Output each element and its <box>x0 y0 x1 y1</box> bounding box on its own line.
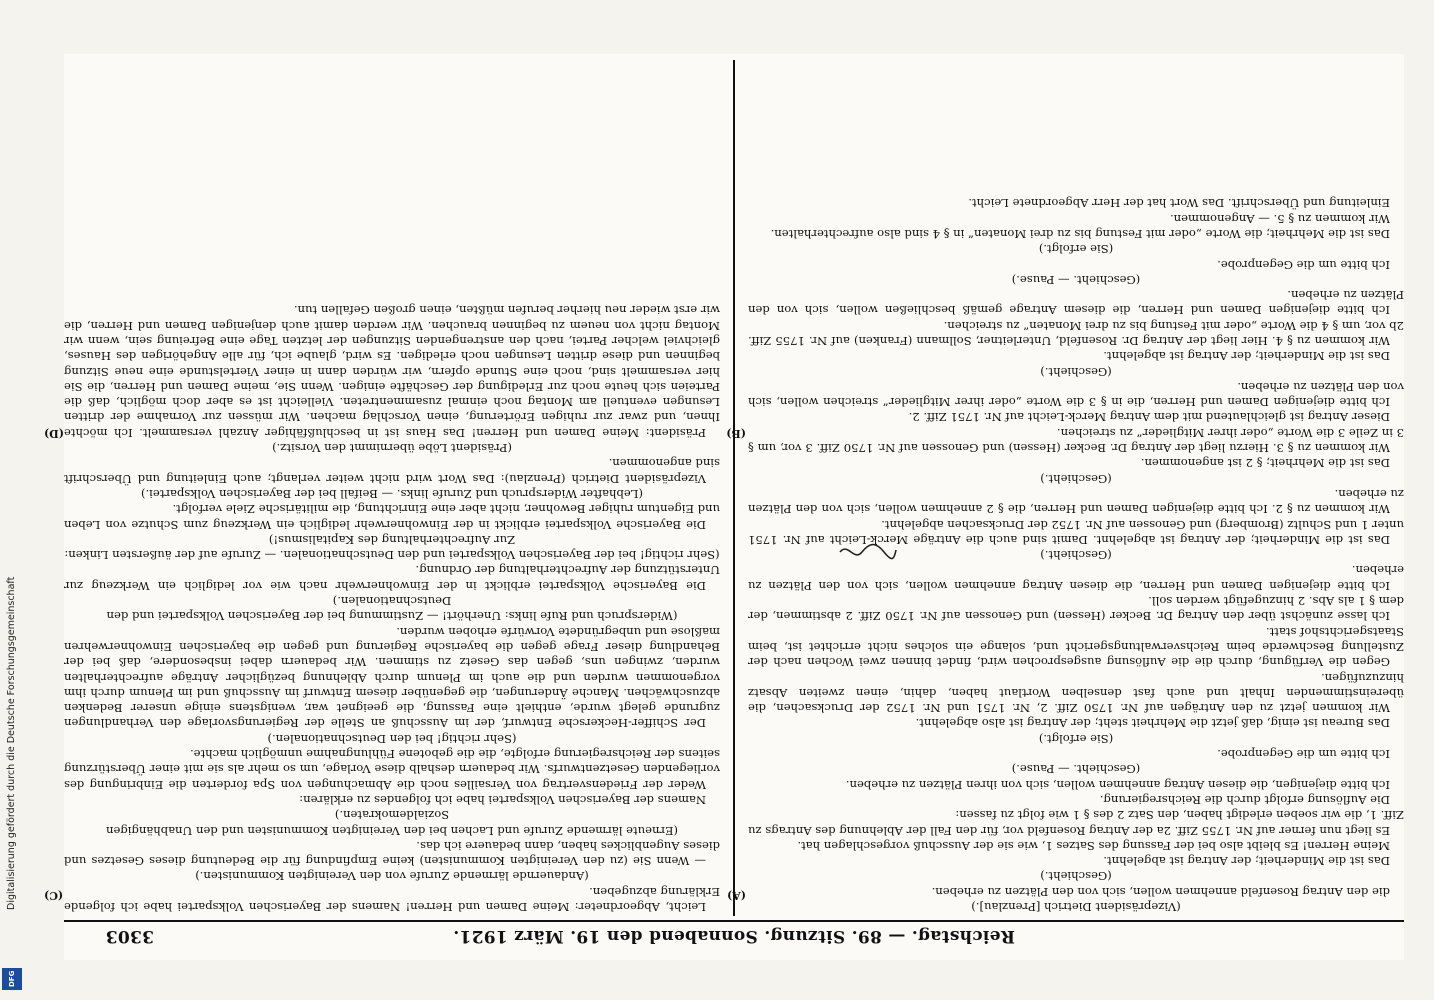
paragraph: (Geschieht.) <box>1040 364 1112 379</box>
header-rule <box>64 920 1404 922</box>
paragraph: Ich bitte diejenigen Damen und Herren, die diesem Antrage gemäß beschließen wollen, sich von den Plätzen zu erheben. <box>748 288 1404 318</box>
paragraph: (Sie erfolgt.) <box>1038 731 1114 746</box>
paragraph: Das ist die Mehrheit; die Worte „oder mit Festung bis zu drei Monaten“ in § 4 sind also aufrechterhalten. <box>770 226 1390 241</box>
paragraph: Ich bitte um die Gegenprobe. <box>1217 257 1390 272</box>
paragraph: (Andauernde lärmende Zurufe von den Vereinigten Kommunisten.) <box>195 869 589 884</box>
paragraph: Die Bayerische Volkspartei erblickt in der Einwohnerwehr nach wie vor lediglich ein Werkzeug zur Unterstützung der Aufrechterhaltung der Ordnung. <box>64 563 720 593</box>
paragraph: Ich bitte um die Gegenprobe. <box>1217 747 1390 762</box>
paragraph: Namens der Bayerischen Volkspartei habe ich folgendes zu erklären: <box>299 792 706 807</box>
paragraph: Das ist die Minderheit; der Antrag ist abgelehnt. Damit sind auch die Anträge Merck-Leicht auf Nr. 1751 unter 1 und Schultz (Bromberg) und Genossen auf Nr. 1752 der Drucksachen abgelehnt. <box>748 517 1404 547</box>
paragraph: Wir kommen jetzt zu den Anträgen auf Nr. 1750 Ziff. 2, Nr. 1751 und Nr. 1752 der Drucksachen, die übereinstimmenden Inhalt und auch fast denselben Wortlaut haben, dahin, einen zweiten Absatz hinzuzufügen. <box>748 670 1404 716</box>
paragraph: (Präsident Löbe übernimmt den Vorsitz.) <box>272 441 512 456</box>
paragraph: (Sehr richtig! bei der Bayerischen Volkspartei und den Deutschnationalen. — Zurufe auf der äußersten Linken: Zur Aufrechterhaltung des Kapitalismus!) <box>64 532 720 563</box>
paragraph: (Geschieht. — Pause.) <box>1011 272 1141 287</box>
paragraph: Ich lasse zunächst über den Antrag Dr. Becker (Hessen) und Genossen auf Nr. 1750 Ziff. 2 abstimmen, der dem § 1 als Abs. 2 hinzugefügt werden soll. <box>748 594 1404 624</box>
paragraph: Wir kommen zu § 2. Ich bitte diejenigen Damen und Herren, die § 2 annehmen wollen, sich von den Plätzen zu erheben. <box>748 486 1404 517</box>
column-divider <box>734 60 736 916</box>
page-header <box>64 926 1404 956</box>
paragraph: Meine Herren! Es bleibt also bei der Fassung des Satzes 1, wie sie der Ausschuß vorgeschlagen hat. <box>797 838 1390 853</box>
margin-marker-d: (D) <box>44 427 64 440</box>
handwritten-squiggle <box>838 540 898 564</box>
funding-note: Digitalisierung gefördert durch die Deutsche Forschungsgemeinschaft <box>6 576 17 910</box>
margin-marker-c: (C) <box>44 889 64 902</box>
paragraph: Wir kommen zu § 3. Hierzu liegt der Antrag Dr. Becker (Hessen) und Genossen auf Nr. 1750 Ziff. 3 vor, um § 3 in Zeile 3 die Worte „oder ihrer Mitglieder“ zu streichen. <box>748 425 1404 456</box>
paragraph: Das ist die Minderheit; der Antrag ist abgelehnt. <box>1103 349 1390 364</box>
paragraph: Ich bitte diejenigen Damen und Herren, die in § 3 die Worte „oder ihrer Mitglieder“ streichen wollen, sich von den Plätzen zu erheben. <box>748 379 1404 410</box>
paragraph: Die Bayerische Volkspartei erblickt in der Einwohnerwehr lediglich ein Werkzeug zum Schutze von Leben und Eigentum ruhiger Bewohner, nicht aber eine Einrichtung, die militärische Ziele verfolgt. <box>64 502 720 532</box>
paragraph: Gegen die Verfügung, durch die die Auflösung ausgesprochen wird, findet binnen zwei Wochen nach der Zustellung Beschwerde beim Reichsverwaltungsgericht und, solange ein solches nicht errichtet ist, beim Staatsgerichtshof statt. <box>748 624 1404 670</box>
paragraph: (Erneute lärmende Zurufe und Lachen bei den Vereinigten Kommunisten und den Unabhängigen Sozialdemokraten.) <box>106 808 678 838</box>
paragraph: (Geschieht.) <box>1040 548 1112 563</box>
paragraph: (Widerspruch und Rufe links: Unerhört! — Zustimmung bei der Bayerischen Volkspartei und den Deutschnationalen.) <box>106 594 678 624</box>
paragraph: Die Auflösung erfolgt durch die Reichsregierung. <box>1099 792 1390 807</box>
paragraph: Dieser Antrag ist gleichlautend mit dem Antrag Merck-Leicht auf Nr. 1751 Ziff. 2. <box>908 410 1390 425</box>
paragraph: Präsident: Meine Damen und Herren! Das Haus ist in beschlußfähiger Anzahl versammelt. Ich möchte Ihnen, und zwar zur ruhigen Erörterung, einen Vorschlag machen. Wir müssen zur Vornahme der dritten Lesungen eventuell am Montag noch einmal zusammentreten. Vielleicht ist es aber doch möglich, daß die Parteien sich heute noch zur Erledigung der Geschäfte einigen. Wenn Sie, meine Damen und Herren, die Sie hier versammelt sind, noch eine Stunde opfern, wir würden dann in einer Viertelstunde eine neue Sitzung beginnen und diese dritten Lesungen noch erledigen. Es wird, glaube ich, für alle Angehörigen des Hauses, gleichviel welcher Partei, nach den anstrengenden Sitzungen der letzten Tage eine Befreiung sein, wenn wir Montag nicht von neuem zu beginnen brauchen. Wir werden damit auch denjenigen Damen und Herren, die wir erst wieder neu hierher berufen müßten, einen großen Gefallen tun. <box>64 303 720 440</box>
paragraph: Ich bitte diejenigen Damen und Herren, die diesen Antrag annehmen wollen, sich von den Plätzen zu erheben. <box>748 563 1404 593</box>
paragraph: Weder der Friedensvertrag von Versailles noch die Abmachungen von Spa forderten die Einbringung des vorliegenden Gesetzentwurfs. Wir bedauern deshalb diese Vorlage, um so mehr als sie mit einer Überstürzung seitens der Reichsregierung erfolgte, die die gebotene Fühlungnahme unmöglich machte. <box>64 747 720 792</box>
paragraph: Das ist die Minderheit; der Antrag ist abgelehnt. <box>1103 854 1390 869</box>
paragraph: (Vizepräsident Dietrich [Prenzlau].) <box>971 900 1181 914</box>
paragraph: Wir kommen zu § 5. — Angenommen. <box>1170 211 1390 226</box>
paragraph: Das Bureau ist einig, daß jetzt die Mehrheit steht; der Antrag ist also abgelehnt. <box>915 716 1390 731</box>
dfg-logo: DFG <box>2 968 22 990</box>
left-text-column <box>748 62 1404 914</box>
paragraph: — Wenn Sie (zu den Vereinigten Kommunisten) keine Empfindung für die Bedeutung dieses Gesetzes und dieses Augenblickes haben, dann bedauere ich das. <box>64 838 720 869</box>
page-title: Reichstag. — 89. Sitzung. Sonnabend den 19. März 1921. <box>453 926 1015 946</box>
paragraph: Einleitung und Überschrift. Das Wort hat der Herr Abgeordnete Leicht. <box>968 196 1390 211</box>
paragraph: (Geschieht.) <box>1040 471 1112 486</box>
paragraph: die den Antrag Rosenfeld annehmen wollen, sich von den Plätzen zu erheben. <box>931 884 1390 899</box>
paragraph: (Sehr richtig! bei den Deutschnationalen.) <box>267 731 517 746</box>
paragraph: Der Schiffer-Heckersche Entwurf, der im Ausschuß an Stelle der Regierungsvorlage den Verhandlungen zugrunde gelegt wurde, enthielt eine Fassung, die geeignet war, wenigstens einige unserer Bedenken abzuschwächen. Manche Änderungen, die gegenüber diesem Entwurf im Ausschuß und im Plenum durch ihm vorgenommen wurden und die auch im Plenum durch Ablehnung bezüglicher Anträge aufrechterhalten wurden, zwingen uns, gegen das Gesetz zu stimmen. Wir bedauern dabei insbesondere, daß bei der Behandlung dieser Frage gegen die bayerische Regierung und gegen die bayerischen Einwohnerwehren maßlose und unbegründete Vorwürfe erhoben wurden. <box>64 624 720 731</box>
paragraph: (Lebhafter Widerspruch und Zurufe links. — Beifall bei der Bayerischen Volkspartei.) <box>141 486 643 501</box>
paragraph: (Geschieht. — Pause.) <box>1011 762 1141 777</box>
scanned-page <box>44 54 1404 960</box>
paragraph: Vizepräsident Dietrich (Prenzlau): Das Wort wird nicht weiter verlangt; auch Einleitung und Überschrift sind angenommen. <box>64 456 720 486</box>
paragraph: Leicht, Abgeordneter: Meine Damen und Herren! Namens der Bayerischen Volkspartei habe ich folgende Erklärung abzugeben. <box>64 884 720 914</box>
right-text-column <box>64 62 720 914</box>
paragraph: Wir kommen zu § 4. Hier liegt der Antrag Dr. Rosenfeld, Unterleitner, Sollmann (Franken) auf Nr. 1755 Ziff. 2b vor, um § 4 die Worte „oder mit Festung bis zu drei Monaten“ zu streichen. <box>748 318 1404 349</box>
paragraph: (Geschieht.) <box>1040 869 1112 884</box>
paragraph: Das ist die Mehrheit; § 2 ist angenommen. <box>1140 456 1390 471</box>
paragraph: Ich bitte diejenigen, die diesen Antrag annehmen wollen, sich von ihren Plätzen zu erheben. <box>845 777 1390 792</box>
page-number: 3303 <box>105 926 154 946</box>
paragraph: Es liegt nun ferner auf Nr. 1755 Ziff. 2a der Antrag Rosenfeld vor, für den Fall der Ablehnung des Antrags zu Ziff. 1, die wir soeben erledigt haben, den Satz 2 des § 1 wie folgt zu fassen: <box>748 808 1404 838</box>
margin-marker-a: (A) <box>727 889 746 902</box>
margin-marker-b: (B) <box>726 427 746 440</box>
paragraph: (Sie erfolgt.) <box>1038 242 1114 257</box>
